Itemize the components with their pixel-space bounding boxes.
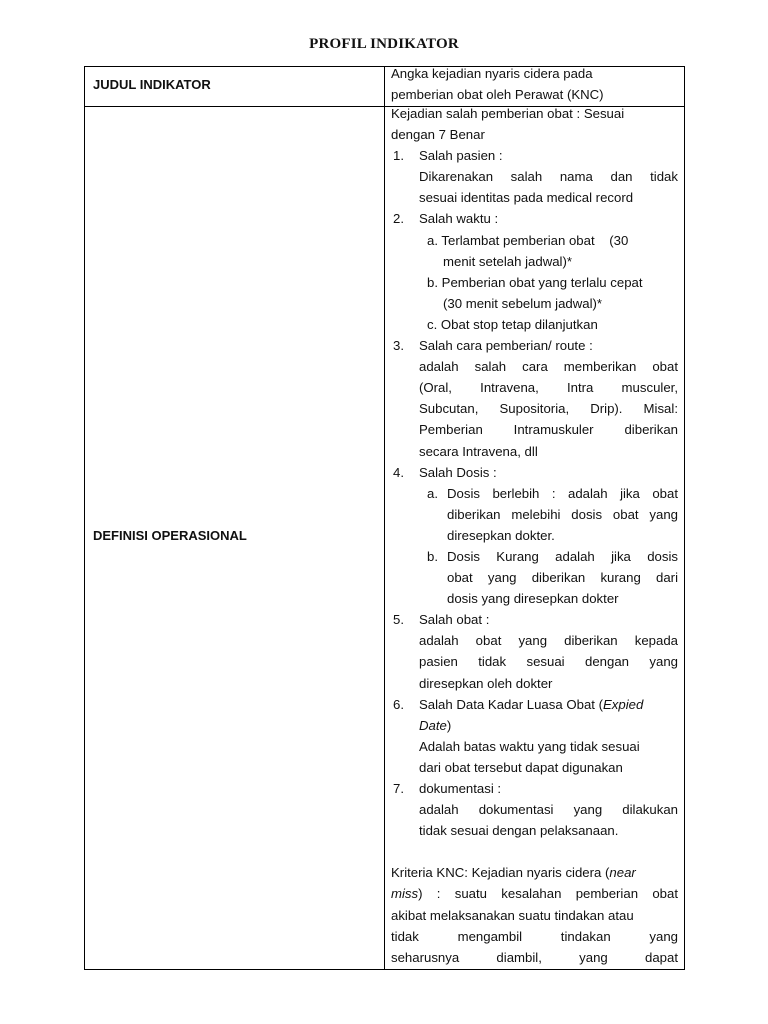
text-line: obat yang diberikan kurang dari <box>447 570 678 586</box>
text-span: Kriteria KNC: Kejadian nyaris cidera ( <box>391 865 610 881</box>
definisi-operasional-value <box>391 103 678 969</box>
text-line: dosis yang diresepkan dokter <box>447 591 619 607</box>
sub-list-item <box>391 483 678 546</box>
judul-indikator-label: JUDUL INDIKATOR <box>93 77 211 92</box>
list-title: Salah obat : <box>419 612 490 628</box>
text-line: adalah obat yang diberikan kepada <box>419 633 678 649</box>
text-line: diberikan melebihi dosis obat yang <box>447 506 678 522</box>
text-line: (30 menit sebelum jadwal)* <box>443 295 603 311</box>
text-line: dari obat tersebut dapat digunakan <box>419 759 623 775</box>
text-line: akibat melaksanakan suatu tindakan atau <box>391 907 634 923</box>
column-divider <box>384 67 385 969</box>
list-title: Salah pasien : <box>419 148 503 164</box>
spacer <box>391 841 678 862</box>
text-line <box>391 715 678 736</box>
sub-list-letter: b. <box>427 548 438 564</box>
list-title-text: Salah Data Kadar Luasa Obat ( <box>419 696 604 712</box>
text-line: Dosis berlebih : adalah jika obat <box>447 485 678 501</box>
list-title: Salah Dosis : <box>419 464 497 480</box>
list-item <box>391 335 678 356</box>
page-title: PROFIL INDIKATOR <box>309 36 459 52</box>
text-line: Dikarenakan salah nama dan tidak <box>419 169 678 185</box>
definisi-operasional-label: DEFINISI OPERASIONAL <box>93 528 247 543</box>
list-item <box>391 609 678 630</box>
list-item <box>391 145 678 166</box>
text-span: ) <box>446 717 452 733</box>
sub-list-item <box>391 546 678 609</box>
list-item <box>391 694 678 715</box>
text-line: adalah dokumentasi yang dilakukan <box>419 802 678 818</box>
list-title: Salah cara pemberian/ route : <box>419 338 593 354</box>
text-line: (Oral, Intravena, Intra musculer, <box>419 380 678 396</box>
list-number: 7. <box>393 781 404 796</box>
list-item <box>391 208 678 229</box>
list-item <box>391 778 678 799</box>
text-line <box>391 862 678 883</box>
indicator-table <box>84 66 685 970</box>
italic-text: miss <box>391 886 419 902</box>
italic-text: near <box>609 865 636 881</box>
judul-indikator-value <box>391 63 678 105</box>
text-line: Kejadian salah pemberian obat : Sesuai <box>391 106 625 121</box>
list-number: 1. <box>393 148 404 164</box>
list-number: 6. <box>393 696 404 712</box>
text-line: tidak mengambil tindakan yang <box>391 928 678 944</box>
text-line: Adalah batas waktu yang tidak sesuai <box>419 738 640 754</box>
text-line: dengan 7 Benar <box>391 127 485 143</box>
text-line: a. Terlambat pemberian obat (30 <box>427 232 629 248</box>
list-number: 3. <box>393 338 404 354</box>
text-line: diresepkan oleh dokter <box>419 675 553 691</box>
text-line: pasien tidak sesuai dengan yang <box>419 654 678 670</box>
text-line: Pemberian Intramuskuler diberikan <box>419 422 678 438</box>
list-number: 4. <box>393 464 404 480</box>
text-line: seharusnya diambil, yang dapat <box>391 949 678 965</box>
text-line <box>391 883 678 904</box>
text-line: Subcutan, Supositoria, Drip). Misal: <box>419 401 678 417</box>
text-line: secara Intravena, dll <box>419 443 538 459</box>
sub-list-letter: a. <box>427 485 438 501</box>
list-title: Salah waktu : <box>419 211 499 227</box>
text-line: Angka kejadian nyaris cidera pada <box>391 66 593 81</box>
list-title-italic: Expied <box>603 696 644 712</box>
text-line: pemberian obat oleh Perawat (KNC) <box>391 87 604 103</box>
text-line: sesuai identitas pada medical record <box>419 190 634 206</box>
text-line: diresepkan dokter. <box>447 527 555 543</box>
text-line: tidak sesuai dengan pelaksanaan. <box>419 823 619 839</box>
list-number: 2. <box>393 211 404 227</box>
text-span: ) : suatu kesalahan pemberian obat <box>418 886 678 902</box>
text-line: c. Obat stop tetap dilanjutkan <box>427 316 598 332</box>
text-line: adalah salah cara memberikan obat <box>419 359 678 375</box>
list-number: 5. <box>393 612 404 628</box>
list-item <box>391 462 678 483</box>
list-title: dokumentasi : <box>419 781 502 796</box>
text-line: b. Pemberian obat yang terlalu cepat <box>427 274 643 290</box>
text-line: Dosis Kurang adalah jika dosis <box>447 548 678 564</box>
text-line: menit setelah jadwal)* <box>443 253 573 269</box>
list-title <box>391 694 678 715</box>
italic-text: Date <box>419 717 447 733</box>
